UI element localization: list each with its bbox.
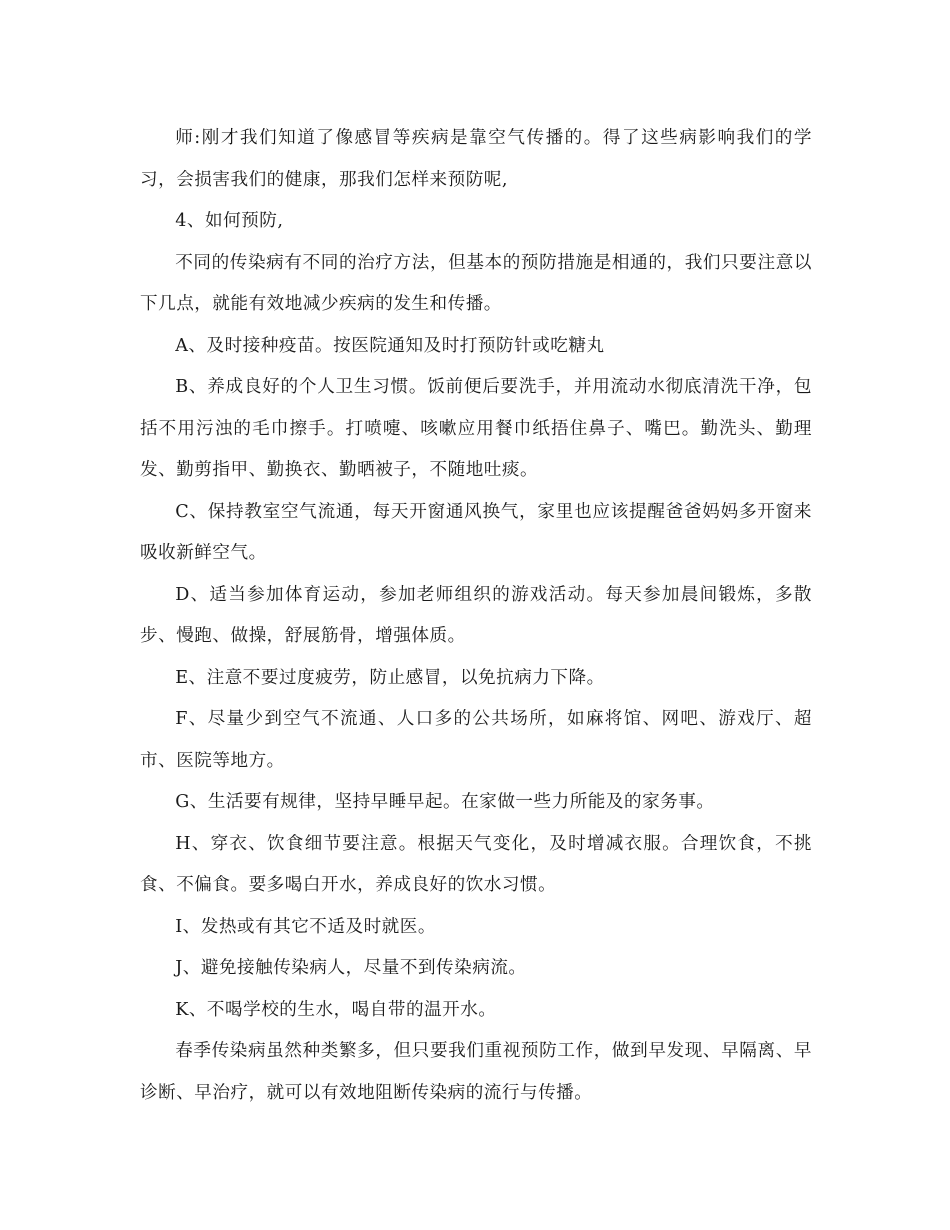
list-item-a: A、及时接种疫苗。按医院通知及时打预防针或吃糖丸 (175, 335, 605, 356)
document-body (140, 118, 812, 1114)
list-item-h: H、穿衣、饮食细节要注意。根据天气变化，及时增减衣服。合理饮食，不挑食、不偏食。要多喝白开水，养成良好的饮水习惯。 (140, 833, 812, 895)
list-item-c: C、保持教室空气流通，每天开窗通风换气，家里也应该提醒爸爸妈妈多开窗来吸收新鲜空气。 (140, 501, 812, 563)
list-item-k: K、不喝学校的生水，喝自带的温开水。 (175, 999, 497, 1020)
list-item-f: F、尽量少到空气不流通、人口多的公共场所，如麻将馆、网吧、游戏厅、超市、医院等地方。 (140, 709, 812, 771)
paragraph-conclusion: 春季传染病虽然种类繁多，但只要我们重视预防工作，做到早发现、早隔离、早诊断、早治疗，就可以有效地阻断传染病的流行与传播。 (140, 1041, 812, 1103)
list-item-g: G、生活要有规律，坚持早睡早起。在家做一些力所能及的家务事。 (175, 792, 715, 812)
list-item-d: D、适当参加体育运动，参加老师组织的游戏活动。每天参加晨间锻炼，多散步、慢跑、做操，舒展筋骨，增强体质。 (140, 584, 812, 646)
list-item-j: J、避免接触传染病人，尽量不到传染病流。 (175, 958, 527, 978)
paragraph-intro: 师:刚才我们知道了像感冒等疾病是靠空气传播的。得了这些病影响我们的学习，会损害我们的健康，那我们怎样来预防呢, (140, 128, 812, 190)
paragraph-overview: 不同的传染病有不同的治疗方法，但基本的预防措施是相通的，我们只要注意以下几点，就能有效地减少疾病的发生和传播。 (140, 252, 812, 314)
list-item-i: I、发热或有其它不适及时就医。 (175, 916, 436, 937)
section-heading-prevention: 4、如何预防, (175, 211, 284, 231)
list-item-e: E、注意不要过度疲劳，防止感冒，以免抗病力下降。 (175, 667, 605, 688)
list-item-b: B、养成良好的个人卫生习惯。饭前便后要洗手，并用流动水彻底清洗干净，包括不用污浊的毛巾擦手。打喷嚏、咳嗽应用餐巾纸捂住鼻子、嘴巴。勤洗头、勤理发、勤剪指甲、勤换衣、勤晒被子，不随地吐痰。 (140, 377, 812, 480)
